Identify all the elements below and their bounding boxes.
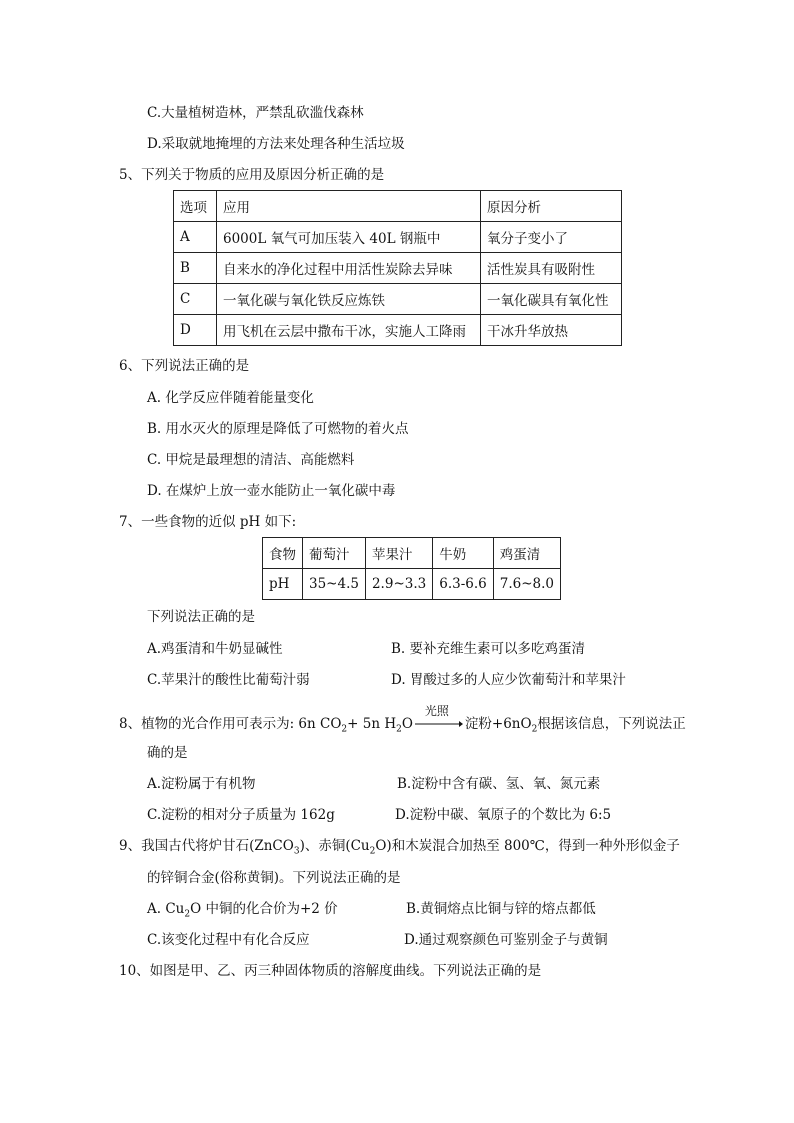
subscript: 2 [531, 724, 538, 735]
subscript: 2 [396, 724, 402, 735]
table-header-cell: 应用 [217, 191, 481, 222]
table-header-cell: 食物 [263, 538, 303, 569]
q7-option-d: D. 胃酸过多的人应少饮葡萄汁和苹果汁 [391, 672, 626, 688]
q9-stem-p3: O)和木炭混合加热至 800℃，得到一种外形似金子 [375, 838, 680, 854]
table-row [174, 315, 622, 346]
q9-option-b: B.黄铜熔点比铜与锌的熔点都低 [406, 901, 596, 917]
arrow-label: 光照 [424, 704, 449, 718]
q8-stem-line2: 确的是 [147, 745, 188, 761]
table-cell: 2.9~3.3 [365, 569, 432, 600]
subscript: 2 [184, 909, 191, 920]
table-header-cell: 原因分析 [481, 191, 622, 222]
table-header-cell: 葡萄汁 [303, 538, 366, 569]
table-cell: 35~4.5 [303, 569, 366, 600]
table-cell: 用飞机在云层中撒布干冰，实施人工降雨 [217, 315, 481, 346]
q9-option-d: D.通过观察颜色可鉴别金子与黄铜 [404, 932, 608, 948]
table-row [263, 538, 561, 569]
q6-option-a: A. 化学反应伴随着能量变化 [147, 390, 314, 406]
q5-table [173, 190, 622, 346]
table-row [263, 569, 561, 600]
q9-option-a-p1: A. Cu [147, 901, 185, 917]
table-header-cell: 选项 [174, 191, 217, 222]
table-cell: 6.3-6.6 [433, 569, 494, 600]
q8-stem-suffix: 根据该信息，下列说法正 [537, 716, 686, 732]
q8-stem-after-arrow: 淀粉+6nO [464, 716, 532, 732]
q7-ph-table [262, 537, 561, 600]
q8-stem [119, 704, 686, 735]
q8-option-a: A.淀粉属于有机物 [147, 776, 256, 792]
table-row [174, 253, 622, 284]
q9-stem-p1: 9、我国古代将炉甘石(ZnCO [119, 838, 294, 854]
q9-stem [119, 837, 680, 855]
table-header-cell: 鸡蛋清 [493, 538, 560, 569]
q4-option-c: C.大量植树造林，严禁乱砍滥伐森林 [147, 105, 364, 121]
q8-option-b: B.淀粉中含有碳、氢、氧、氮元素 [397, 776, 601, 792]
q5-stem: 5、下列关于物质的应用及原因分析正确的是 [119, 167, 385, 183]
table-cell: A [174, 222, 217, 253]
table-header-cell: 苹果汁 [365, 538, 432, 569]
table-row [174, 284, 622, 315]
table-row [174, 222, 622, 253]
table-cell: C [174, 284, 217, 315]
q6-option-c: C. 甲烷是最理想的清洁、高能燃料 [147, 452, 355, 468]
q9-option-a-p2: O 中铜的化合价为+2 价 [190, 901, 338, 917]
q7-option-a: A.鸡蛋清和牛奶显碱性 [147, 641, 283, 657]
table-cell: 干冰升华放热 [481, 315, 622, 346]
subscript: 2 [341, 724, 348, 735]
q9-option-a [147, 900, 338, 918]
subscript: 2 [369, 846, 376, 857]
q6-stem: 6、下列说法正确的是 [119, 358, 250, 374]
q7-stem: 7、一些食物的近似 pH 如下: [119, 514, 297, 530]
table-cell: B [174, 253, 217, 284]
q8-option-d: D.淀粉中碳、氧原子的个数比为 6:5 [395, 807, 612, 823]
q9-option-c: C.该变化过程中有化合反应 [147, 932, 310, 948]
table-row [174, 191, 622, 222]
q9-stem-p2: )、赤铜(Cu [299, 838, 370, 854]
q8-stem-prefix: 8、植物的光合作用可表示为: 6n CO [119, 716, 342, 732]
table-cell: 一氧化碳具有氧化性 [481, 284, 622, 315]
table-cell: D [174, 315, 217, 346]
q8-stem-mid2: O [401, 716, 413, 732]
subscript: 3 [293, 846, 300, 857]
table-cell: 自来水的净化过程中用活性炭除去异味 [217, 253, 481, 284]
table-cell: 氧分子变小了 [481, 222, 622, 253]
q6-option-b: B. 用水灭火的原理是降低了可燃物的着火点 [147, 421, 409, 437]
q4-option-d: D.采取就地掩埋的方法来处理各种生活垃圾 [147, 136, 405, 152]
reaction-arrow [413, 704, 465, 733]
table-cell: 6000L 氧气可加压装入 40L 钢瓶中 [217, 222, 481, 253]
q8-stem-mid1: + 5n H [347, 716, 397, 732]
q7-sub-stem: 下列说法正确的是 [147, 609, 255, 625]
q7-option-c: C.苹果汁的酸性比葡萄汁弱 [147, 672, 310, 688]
q7-option-b: B. 要补充维生素可以多吃鸡蛋清 [391, 641, 586, 657]
table-cell: 一氧化碳与氧化铁反应炼铁 [217, 284, 481, 315]
q9-stem-line2: 的锌铜合金(俗称黄铜)。下列说法正确的是 [147, 870, 401, 886]
right-arrow-icon [415, 720, 463, 728]
table-cell: 7.6~8.0 [493, 569, 560, 600]
q8-option-c: C.淀粉的相对分子质量为 162g [147, 807, 335, 823]
table-header-cell: 牛奶 [433, 538, 494, 569]
table-cell: pH [263, 569, 303, 600]
q6-option-d: D. 在煤炉上放一壶水能防止一氧化碳中毒 [147, 483, 396, 499]
q10-stem: 10、如图是甲、乙、丙三种固体物质的溶解度曲线。下列说法正确的是 [119, 963, 542, 979]
table-cell: 活性炭具有吸附性 [481, 253, 622, 284]
